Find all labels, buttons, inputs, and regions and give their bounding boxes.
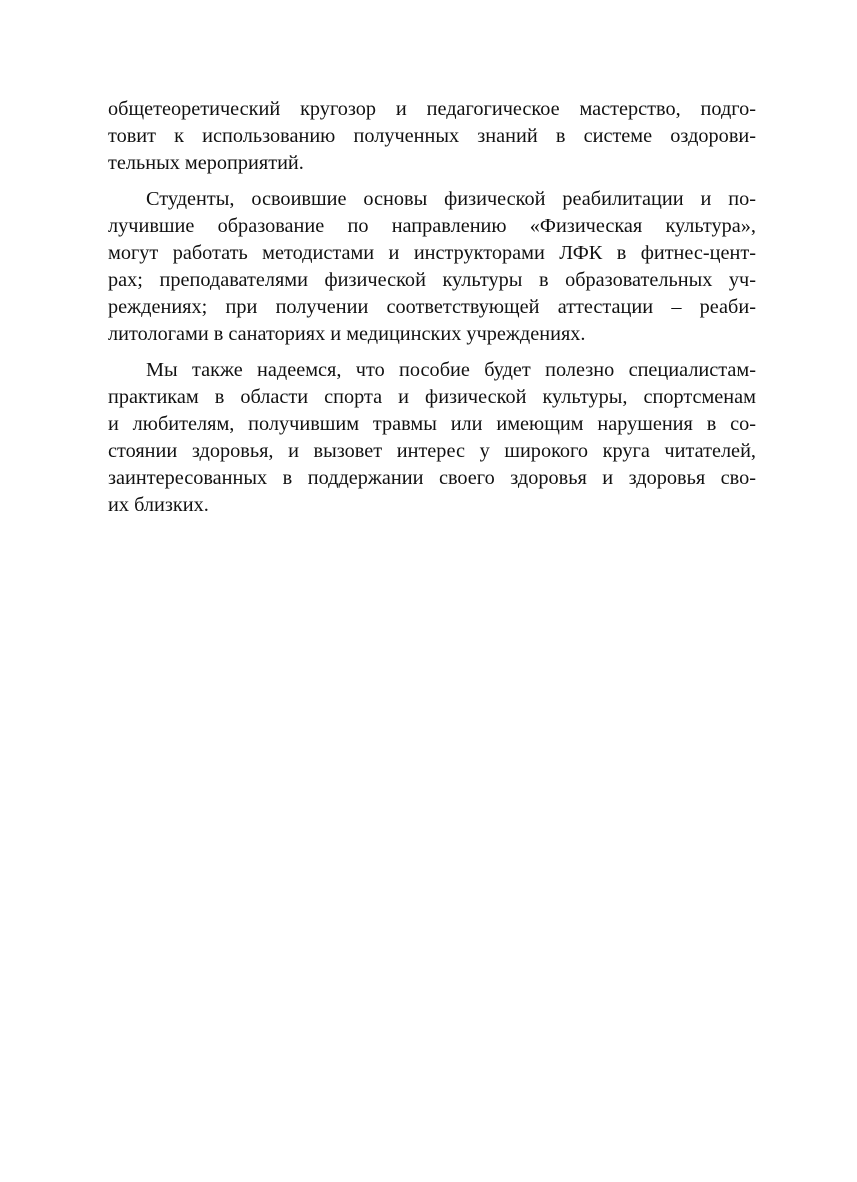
text-line: заинтересованных в поддержании своего здоровья и здоровья сво-: [108, 467, 756, 489]
text-line: реждениях; при получении соответствующей аттестации – реаби-: [108, 296, 756, 318]
text-line: практикам в области спорта и физической культуры, спортсменам: [108, 386, 756, 408]
text-line: могут работать методистами и инструкторами ЛФК в фитнес-цент-: [108, 242, 756, 264]
text-line: Мы также надеемся, что пособие будет полезно специалистам-: [146, 359, 756, 381]
text-line: лучившие образование по направлению «Физическая культура»,: [108, 215, 756, 237]
text-line: товит к использованию полученных знаний в системе оздорови-: [108, 125, 756, 147]
text-line: рах; преподавателями физической культуры в образовательных уч-: [108, 269, 756, 291]
paragraph-2: [108, 186, 756, 348]
paragraph-3: [108, 357, 756, 519]
text-line: общетеоретический кругозор и педагогическое мастерство, подго-: [108, 98, 756, 120]
text-line: и любителям, получившим травмы или имеющим нарушения в со-: [108, 413, 756, 435]
text-line: литологами в санаториях и медицинских учреждениях.: [108, 323, 586, 345]
text-line: Студенты, освоившие основы физической реабилитации и по-: [146, 188, 756, 210]
text-line: их близких.: [108, 494, 209, 516]
text-line: стоянии здоровья, и вызовет интерес у широкого круга читателей,: [108, 440, 756, 462]
text-line: тельных мероприятий.: [108, 152, 304, 174]
body-text: [108, 96, 756, 528]
paragraph-1: [108, 96, 756, 177]
